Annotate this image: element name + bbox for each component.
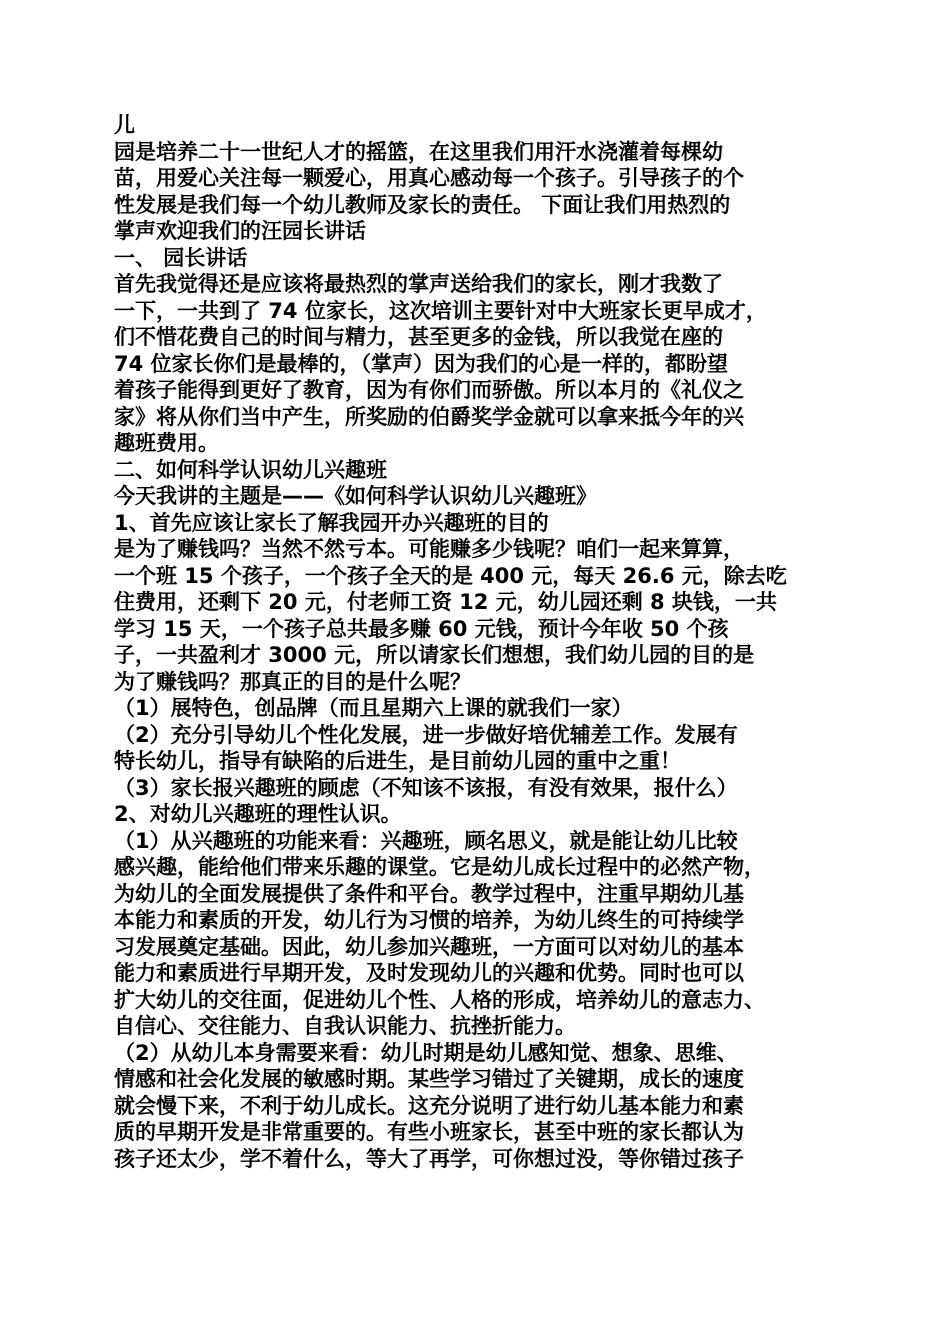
subsection-heading: 2、对幼儿兴趣班的理性认识。 xyxy=(114,802,402,826)
list-item: （2）从幼儿本身需要来看：幼儿时期是幼儿感知觉、想象、思维、 xyxy=(114,1040,738,1065)
text-line: 首先我觉得还是应该将最热烈的掌声送给我们的家长，刚才我数了 xyxy=(114,272,723,296)
section-heading: 一、 园长讲话 xyxy=(114,245,248,270)
text-line: 质的早期开发是非常重要的。有些小班家长，甚至中班的家长都认为 xyxy=(114,1120,744,1144)
text-line: 本能力和素质的开发，幼儿行为习惯的培养，为幼儿终生的可持续学 xyxy=(114,908,744,932)
text-line: 们不惜花费自己的时间与精力，甚至更多的金钱，所以我觉在座的 xyxy=(114,325,723,349)
list-item: （1）展特色，创品牌（而且星期六上课的就我们一家） xyxy=(114,696,633,720)
text-line: 子，一共盈利才 3000 元，所以请家长们想想，我们幼儿园的目的是 xyxy=(114,643,755,667)
text-line: 能力和素质进行早期开发，及时发现幼儿的兴趣和优势。同时也可以 xyxy=(114,961,744,985)
text-line: 自信心、交往能力、自我认识能力、抗挫折能力。 xyxy=(114,1014,576,1038)
text-line: 园是培养二十一世纪人才的摇篮，在这里我们用汗水浇灌着每棵幼 xyxy=(114,139,723,164)
text-line: 为幼儿的全面发展提供了条件和平台。教学过程中，注重早期幼儿基 xyxy=(114,881,744,906)
text-line: 为了赚钱吗？那真正的目的是什么呢？ xyxy=(114,669,471,694)
text-line: 家》将从你们当中产生，所奖励的伯爵奖学金就可以拿来抵今年的兴 xyxy=(114,404,744,429)
text-line: 儿 xyxy=(114,113,135,137)
text-line: 扩大幼儿的交往面，促进幼儿个性、人格的形成，培养幼儿的意志力、 xyxy=(114,987,765,1012)
text-line: 一下，一共到了 74 位家长，这次培训主要针对中大班家长更早成才， xyxy=(114,298,767,323)
text-line: 特长幼儿，指导有缺陷的后进生，是目前幼儿园的重中之重！ xyxy=(114,749,681,773)
text-line: 就会慢下来，不利于幼儿成长。这充分说明了进行幼儿基本能力和素 xyxy=(114,1093,744,1118)
text-line: 学习 15 天，一个孩子总共最多赚 60 元钱，预计今年收 50 个孩 xyxy=(114,616,729,641)
subsection-heading: 1、首先应该让家长了解我园开办兴趣班的目的 xyxy=(114,510,549,535)
text-line: 一个班 15 个孩子，一个孩子全天的是 400 元，每天 26.6 元，除去吃 xyxy=(114,563,787,588)
text-line: 今天我讲的主题是——《如何科学认识幼儿兴趣班》 xyxy=(114,484,597,508)
text-line: 掌声欢迎我们的汪园长讲话 xyxy=(114,219,366,243)
document-body xyxy=(114,112,844,1172)
text-line: 74 位家长你们是最棒的，（掌声）因为我们的心是一样的，都盼望 xyxy=(114,351,729,376)
text-line: 苗，用爱心关注每一颗爱心，用真心感动每一个孩子。引导孩子的个 xyxy=(114,166,744,190)
text-line: 着孩子能得到更好了教育，因为有你们而骄傲。所以本月的《礼仪之 xyxy=(114,378,744,402)
text-line: 习发展奠定基础。因此，幼儿参加兴趣班，一方面可以对幼儿的基本 xyxy=(114,934,744,959)
text-line: 情感和社会化发展的敏感时期。某些学习错过了关键期，成长的速度 xyxy=(114,1067,744,1091)
text-line: 孩子还太少，学不着什么，等大了再学，可你想过没，等你错过孩子 xyxy=(114,1146,744,1171)
list-item: （2）充分引导幼儿个性化发展，进一步做好培优辅差工作。发展有 xyxy=(114,722,738,747)
text-line: 是为了赚钱吗？当然不然亏本。可能赚多少钱呢？咱们一起来算算， xyxy=(114,537,744,561)
text-line: 趣班费用。 xyxy=(114,431,219,455)
list-item: （3）家长报兴趣班的顾虑（不知该不该报，有没有效果，报什么） xyxy=(114,775,738,800)
text-line: 感兴趣，能给他们带来乐趣的课堂。它是幼儿成长过程中的必然产物， xyxy=(114,855,765,879)
section-heading: 二、如何科学认识幼儿兴趣班 xyxy=(114,457,387,482)
text-line: 性发展是我们每一个幼儿教师及家长的责任。 下面让我们用热烈的 xyxy=(114,192,731,217)
text-line: 住费用，还剩下 20 元，付老师工资 12 元，幼儿园还剩 8 块钱，一共 xyxy=(114,590,777,614)
list-item: （1）从兴趣班的功能来看：兴趣班，顾名思义，就是能让幼儿比较 xyxy=(114,828,738,853)
